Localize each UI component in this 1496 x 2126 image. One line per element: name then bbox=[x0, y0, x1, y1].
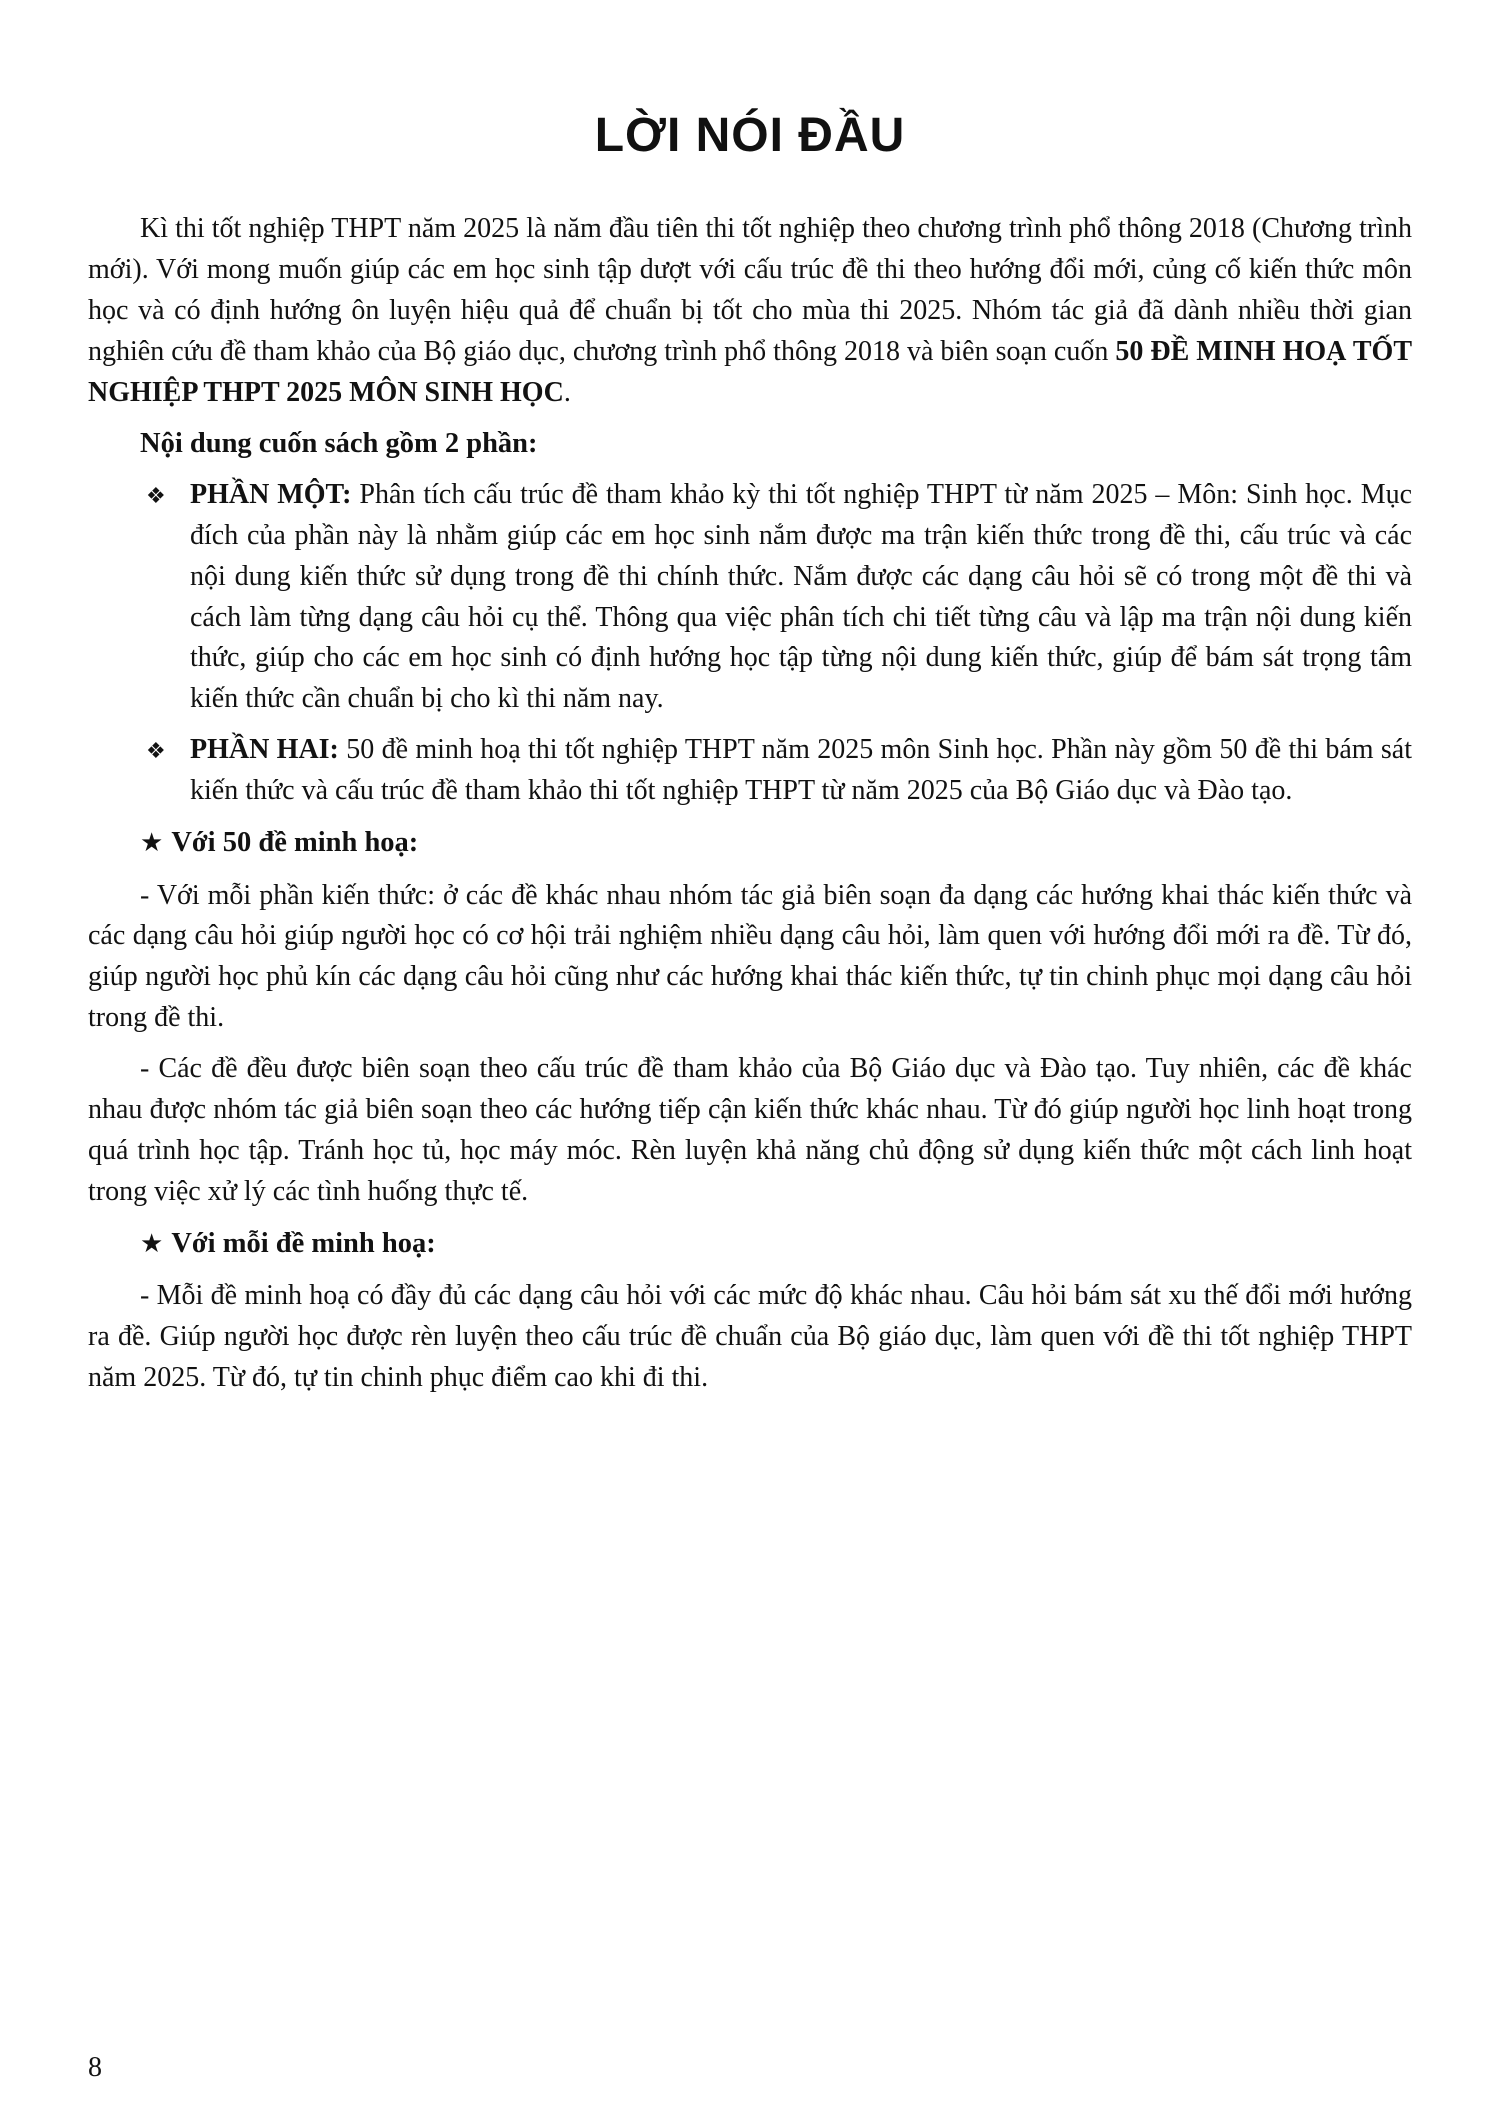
page-title: LỜI NÓI ĐẦU bbox=[594, 109, 906, 162]
paragraph-huong-khai-thac: - Với mỗi phần kiến thức: ở các đề khác nhau nhóm tác giả biên soạn đa dạng các hướng khai thác kiến thức và các dạng câu hỏi giúp người học có cơ hội trải nghiệm nhiều dạng câu hỏi, làm quen với hướng đổi mới ra đề. Từ đó, giúp người học phủ kín các dạng câu hỏi cũng như các hướng khai thác kiến thức, tự tin chinh phục mọi dạng câu hỏi trong đề thi. bbox=[88, 879, 1412, 1034]
diamond-bullet-icon: ❖ bbox=[146, 739, 166, 765]
section-heading: Nội dung cuốn sách gồm 2 phần: bbox=[140, 428, 538, 460]
bullet-item-part-one bbox=[88, 475, 1412, 720]
star-heading-50-de bbox=[88, 822, 1412, 864]
paragraph-cau-truc-de: - Các đề đều được biên soạn theo cấu trúc đề tham khảo của Bộ Giáo dục và Đào tạo. Tuy nhiên, các đề khác nhau được nhóm tác giả biên soạn theo các hướng tiếp cận kiến thức khác nhau. Từ đó giúp người học linh hoạt trong quá trình học tập. Tránh học tủ, học máy móc. Rèn luyện khả năng chủ động sử dụng kiến thức một cách linh hoạt trong việc xử lý các tình huống thực tế. bbox=[88, 1053, 1412, 1207]
bullet-part-two-label: PHẦN HAI: bbox=[190, 734, 339, 766]
intro-period: . bbox=[563, 376, 571, 408]
intro-text: Kì thi tốt nghiệp THPT năm 2025 là năm đầu tiên thi tốt nghiệp theo chương trình phổ thông 2018 (Chương trình mới). Với mong muốn giúp các em học sinh tập dượt với cấu trúc đề thi theo hướng đổi mới, củng cố kiến thức môn học và có định hướng ôn luyện hiệu quả để chuẩn bị tốt cho mùa thi 2025. Nhóm tác giả đã dành nhiều thời gian nghiên cứu đề tham khảo của Bộ giáo dục, chương trình phổ thông 2018 và biên soạn cuốn bbox=[88, 213, 1412, 367]
intro-book-title: 50 ĐỀ MINH HOẠ TỐT NGHIỆP THPT 2025 MÔN SINH HỌC bbox=[88, 335, 1413, 408]
star-icon: ★ bbox=[140, 1228, 164, 1259]
page-number: 8 bbox=[88, 2052, 102, 2083]
star-icon: ★ bbox=[140, 827, 164, 858]
paragraph-moi-de-minh-hoa: - Mỗi đề minh hoạ có đầy đủ các dạng câu hỏi với các mức độ khác nhau. Câu hỏi bám sát xu thế đổi mới hướng ra đề. Giúp người học được rèn luyện theo cấu trúc đề chuẩn của Bộ giáo dục, làm quen với đề thi tốt nghiệp THPT năm 2025. Từ đó, tự tin chinh phục điểm cao khi đi thi. bbox=[88, 1280, 1412, 1393]
intro-paragraph bbox=[88, 209, 1412, 413]
bullet-part-one-text: Phân tích cấu trúc đề tham khảo kỳ thi tốt nghiệp THPT từ năm 2025 – Môn: Sinh học. Mục đích của phần này là nhằm giúp các em học sinh nắm được ma trận kiến thức trong đề thi, cấu trúc và các nội dung kiến thức sử dụng trong đề thi chính thức. Nắm được các dạng câu hỏi sẽ có trong một đề thi và cách làm từng dạng câu hỏi cụ thể. Thông qua việc phân tích chi tiết từng câu và lập ma trận nội dung kiến thức, giúp cho các em học sinh có định hướng học tập từng nội dung kiến thức, giúp để bám sát trọng tâm kiến thức cần chuẩn bị cho kì thi năm nay. bbox=[190, 478, 1413, 715]
star-heading-moi-de bbox=[88, 1223, 1412, 1265]
bullet-part-one-label: PHẦN MỘT: bbox=[190, 478, 352, 510]
star-heading-text: Với mỗi đề minh hoạ: bbox=[171, 1227, 436, 1259]
bullet-part-two-text: 50 đề minh hoạ thi tốt nghiệp THPT năm 2025 môn Sinh học. Phần này gồm 50 đề thi bám sát kiến thức và cấu trúc đề tham khảo thi tốt nghiệp THPT từ năm 2025 của Bộ Giáo dục và Đào tạo. bbox=[190, 734, 1413, 807]
star-heading-text: Với 50 đề minh hoạ: bbox=[171, 826, 419, 858]
diamond-bullet-icon: ❖ bbox=[146, 483, 166, 509]
bullet-item-part-two bbox=[88, 730, 1412, 812]
